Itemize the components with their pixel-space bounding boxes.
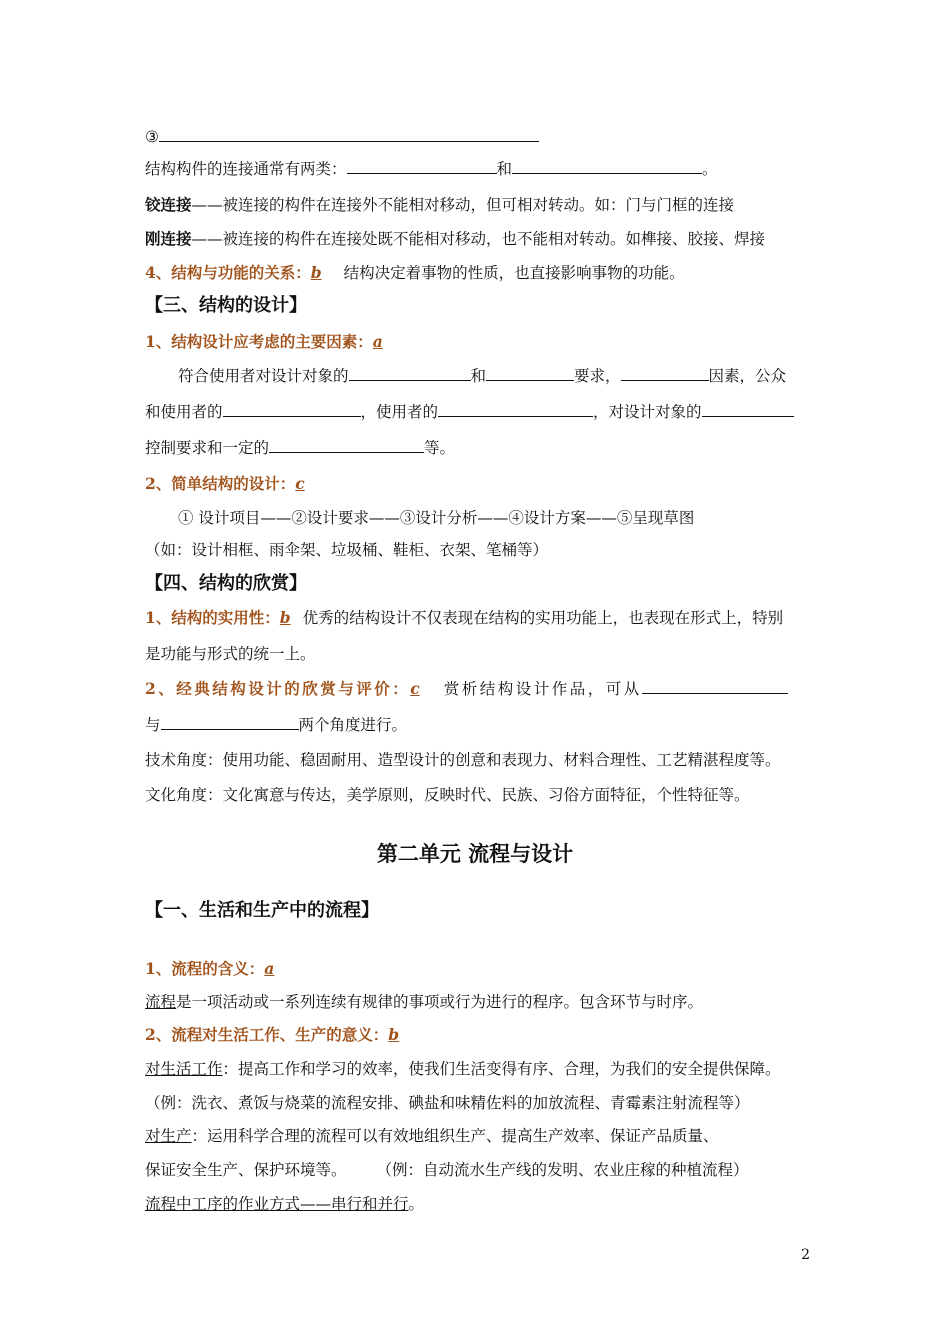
blank-item-3: ③ [145,126,815,148]
factors-line-2: 和使用者的 ，使用者的 ，对设计对象的 [145,401,815,423]
rigid-joint-line: 刚连接——被连接的构件在连接处既不能相对移动，也不能相对转动。如榫接、胶接、焊接 [145,229,766,248]
cultural-perspective: 文化角度：文化寓意与传达，美学原则，反映时代、民族、习俗方面特征，个性特征等。 [145,786,750,804]
process-significance-heading: 2、流程对生活工作、生产的意义：b [145,1025,400,1044]
fill-blank [349,365,471,381]
process-mode: 流程中工序的作业方式——串行和并行。 [145,1195,425,1213]
connection-types-line: 结构构件的连接通常有两类： 和 。 [145,160,718,178]
fill-blank [642,678,788,694]
factors-line-3: 控制要求和一定的 等。 [145,439,456,457]
simple-design-heading: 2、简单结构的设计：c [145,474,305,493]
fill-blank [621,365,709,381]
page-number: 2 [801,1247,810,1263]
technical-perspective: 技术角度：使用功能、稳固耐用、造型设计的创意和表现力、材料合理性、工艺精湛程度等。 [145,751,781,769]
practicality-line-2: 是功能与形式的统一上。 [145,645,316,663]
section-heading: 【一、生活和生产中的流程】 [145,900,379,921]
production-significance: 对生产：运用科学合理的流程可以有效地组织生产、提高生产效率、保证产品质量、 [145,1127,719,1145]
life-significance: 对生活工作：提高工作和学习的效率，使我们生活变得有序、合理，为我们的安全提供保障。 [145,1060,781,1078]
life-example: （例：洗衣、煮饭与烧菜的流程安排、碘盐和味精佐料的加放流程、青霉素注射流程等） [145,1094,750,1112]
fill-blank [161,714,299,730]
fill-blank [223,401,361,417]
structure-function-line: 4、结构与功能的关系：b 结构决定着事物的性质，也直接影响事物的功能。 [145,263,685,282]
fill-blank [159,126,539,142]
hinge-joint-line: 铰连接——被连接的构件在连接外不能相对移动，但可相对转动。如：门与门框的连接 [145,195,735,214]
factors-line-1: 符合使用者对设计对象的 和 要求， 因素，公众 [178,367,787,385]
classic-design-line-2: 与 两个角度进行。 [145,716,408,734]
fill-blank [347,158,497,174]
process-definition: 流程是一项活动或一系列连续有规律的事项或行为进行的程序。包含环节与时序。 [145,993,704,1011]
fill-blank [512,158,702,174]
practicality-line: 1、结构的实用性：b 优秀的结构设计不仅表现在结构的实用功能上，也表现在形式上，特别 [145,608,784,627]
fill-blank [486,365,574,381]
unit-title: 第二单元 流程与设计 [376,841,574,866]
production-line-2: 保证安全生产、保护环境等。 （例：自动流水生产线的发明、农业庄稼的种植流程） [145,1161,749,1179]
design-examples: （如：设计相框、雨伞架、垃圾桶、鞋柜、衣架、笔桶等） [145,541,549,559]
fill-blank [702,401,794,417]
section-heading: 【四、结构的欣赏】 [145,573,307,594]
design-steps: ① 设计项目——②设计要求——③设计分析——④设计方案——⑤呈现草图 [178,509,695,527]
process-meaning-heading: 1、流程的含义：a [145,959,275,978]
fill-blank [438,401,593,417]
fill-blank [269,437,424,453]
section-heading: 【三、结构的设计】 [145,295,307,316]
classic-design-line: 2、经典结构设计的欣赏与评价：c 赏析结构设计作品，可从 [145,678,815,700]
design-factors-heading: 1、结构设计应考虑的主要因素：a [145,332,383,351]
